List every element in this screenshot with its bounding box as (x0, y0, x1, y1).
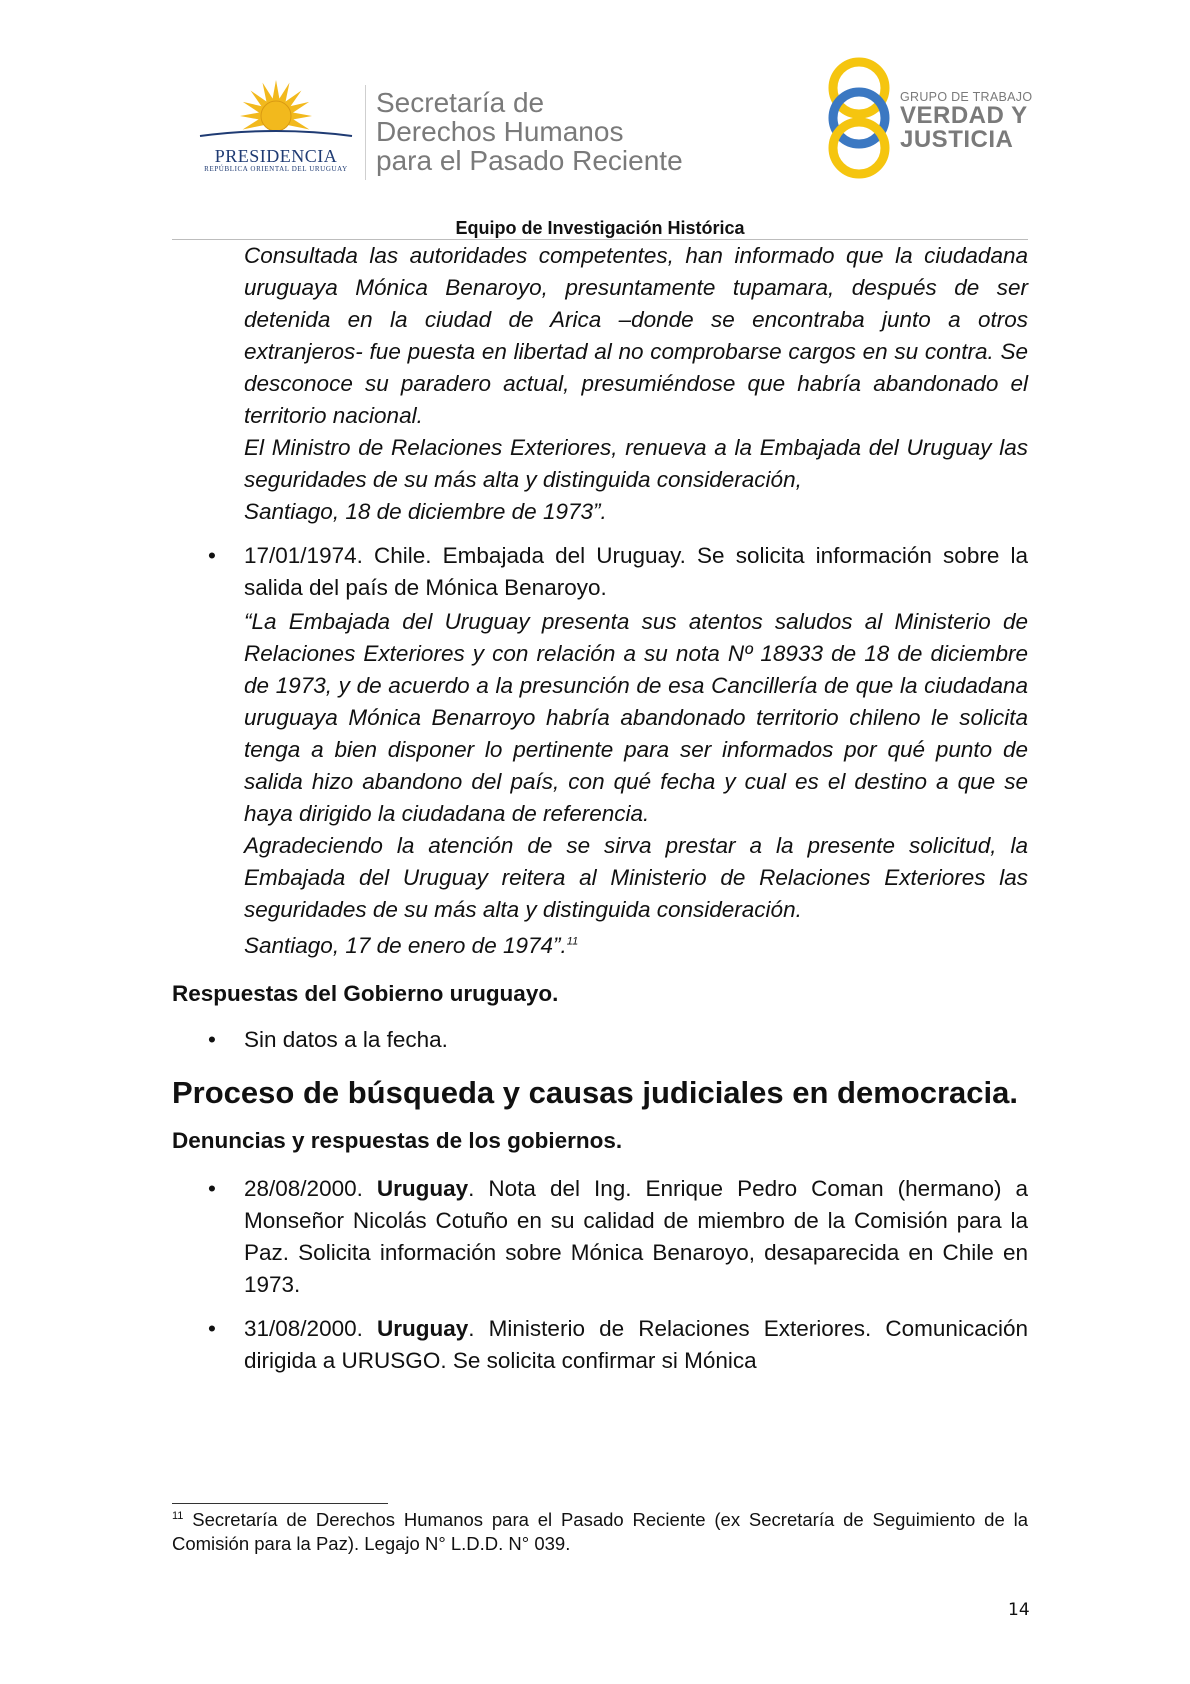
quote2-paragraph-1: “La Embajada del Uruguay presenta sus atentos saludos al Ministerio de Relaciones Exteriores y con relación a su nota Nº 18933 de 18 de diciembre de 1973, y de acuerdo a la presunción de esa Cancillería de que la ciudadana uruguaya Mónica Benarroyo habría abandonado territorio chileno le solicita tenga a bien disponer lo pertinente para ser informados por qué punto de salida hizo abandono del país, con qué fecha y cual es el destino a que se haya dirigido la ciudadana de referencia. (244, 609, 1028, 826)
header-divider (365, 85, 366, 180)
bullet-dot: • (208, 543, 216, 568)
item-rest: . Ministerio de Relaciones Exteriores. Comunicación dirigida a URUSGO. Se solicita confirmar si Mónica (244, 1316, 1028, 1373)
footnote-ref: 11 (566, 935, 579, 948)
bullet-dot: • (208, 1027, 216, 1052)
quote1-paragraph-2: El Ministro de Relaciones Exteriores, renueva a la Embajada del Uruguay las seguridades de su más alta y distinguida consideración, (244, 435, 1028, 492)
item-text (244, 1173, 1028, 1301)
section-subheading: Denuncias y respuestas de los gobiernos. (172, 1128, 623, 1153)
respuestas-item: Sin datos a la fecha. (244, 1027, 448, 1052)
secretaria-logo-text (376, 88, 683, 175)
secretaria-line-2: Derechos Humanos (376, 116, 624, 147)
page-number: 14 (1008, 1600, 1030, 1620)
quote2-paragraph-3 (244, 930, 1028, 962)
footnote-text: Secretaría de Derechos Humanos para el Pasado Reciente (ex Secretaría de Seguimiento de la Comisión para la Paz). Legajo N° L.D.D. N° 039. (172, 1509, 1028, 1554)
respuestas-heading: Respuestas del Gobierno uruguayo. (172, 981, 559, 1006)
item-date: 31/08/2000. (244, 1316, 378, 1341)
footnote-separator (172, 1503, 388, 1504)
presidencia-label: PRESIDENCIA (214, 146, 338, 166)
item-rest: . Nota del Ing. Enrique Pedro Coman (hermano) a Monseñor Nicolás Cotuño en su calidad de miembro de la Comisión para la Paz. Solicita información sobre Mónica Benaroyo, desaparecida en Chile en 1973. (244, 1176, 1028, 1297)
quote1-paragraph-3: Santiago, 18 de diciembre de 1973”. (244, 499, 607, 524)
page-body (172, 240, 1028, 1377)
item-date: 28/08/2000. (244, 1176, 377, 1201)
quote1-paragraph-1: Consultada las autoridades competentes, han informado que la ciudadana uruguaya Mónica Benaroyo, presuntamente tupamara, después de ser detenida en la ciudad de Arica –donde se encontraba junto a otros extranjeros- fue puesta en libertad al no comprobarse cargos en su contra. Se desconoce su paradero actual, presumiéndose que habría abandonado el territorio nacional. (244, 243, 1028, 428)
item-text (244, 1313, 1028, 1377)
section-title: Proceso de búsqueda y causas judiciales en democracia. (172, 1075, 1018, 1110)
bullet1-text: 17/01/1974. Chile. Embajada del Uruguay. Se solicita información sobre la salida del país de Mónica Benaroyo. (244, 543, 1028, 600)
list-item (172, 1024, 1028, 1056)
secretaria-line-1: Secretaría de (376, 87, 545, 118)
list-item (172, 540, 1028, 962)
quote-block-2 (244, 606, 1028, 962)
footnote-number: 11 (172, 1509, 184, 1522)
verdad-justicia-rings-logo (822, 56, 897, 181)
presidencia-sublabel: REPÚBLICA ORIENTAL DEL URUGUAY (204, 165, 348, 173)
quote2-closing: Santiago, 17 de enero de 1974”. (244, 933, 567, 958)
quote2-paragraph-2: Agradeciendo la atención de se sirva prestar a la presente solicitud, la Embajada del Uruguay reitera al Ministerio de Relaciones Exteriores las seguridades de su más alta y distinguida consideración. (244, 833, 1028, 922)
quote-block-1 (244, 240, 1028, 528)
verdad-justicia-text (900, 90, 1032, 152)
vj-small-label: GRUPO DE TRABAJO (900, 90, 1033, 104)
bullet-dot: • (208, 1316, 216, 1341)
page-header (0, 0, 1190, 238)
item-country: Uruguay (377, 1316, 469, 1341)
vj-big-label-2: JUSTICIA (900, 126, 1014, 153)
team-title: Equipo de Investigación Histórica (455, 218, 745, 238)
list-item (172, 1313, 1028, 1377)
bullet-dot: • (208, 1176, 216, 1201)
list-item (172, 1173, 1028, 1301)
footnote (172, 1508, 1028, 1556)
vj-big-label-1: VERDAD Y (900, 102, 1028, 129)
item-country: Uruguay (376, 1176, 469, 1201)
secretaria-line-3: para el Pasado Reciente (376, 145, 683, 176)
